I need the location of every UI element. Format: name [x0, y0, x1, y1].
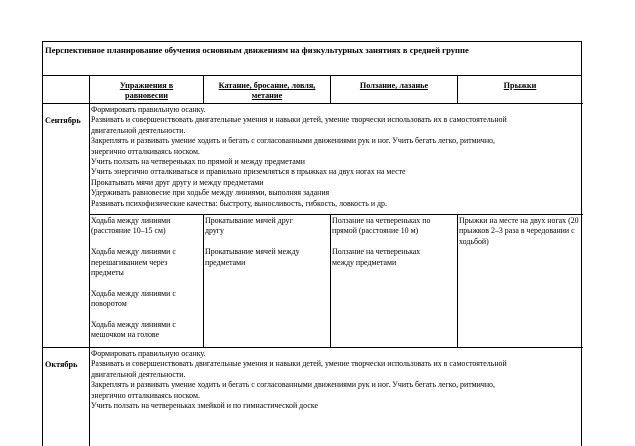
- september-throwing-cell: [205, 216, 329, 268]
- cell-line: Ходьба между линиями с: [91, 288, 176, 298]
- september-subrow-rule: [89, 214, 583, 215]
- cell-line: ходьбой): [459, 236, 489, 246]
- goal-line: Учить энергично отталкиваться и правильно приземляться в прыжках на двух ногах на месте: [91, 167, 406, 177]
- column-header-line: равновесии: [125, 91, 168, 100]
- page-title: Перспективное планирование обучения основным движениям на физкультурных занятиях в средней группе: [45, 45, 469, 55]
- cell-line: Прыжки на месте на двух ногах (20: [459, 216, 579, 225]
- cell-line: Прокатывание мячей между: [205, 247, 300, 257]
- goal-line: Учить ползать на четвереньках по прямой и между предметами: [91, 157, 305, 167]
- goal-line: Развивать психофизические качества: быстроту, выносливость, гибкость, ловкость и др.: [91, 198, 387, 208]
- goal-line: Формировать правильную осанку.: [91, 349, 206, 358]
- goal-line: энергично отталкиваясь носком.: [91, 146, 200, 156]
- column-header-jumping: [458, 81, 582, 91]
- september-top-rule: [43, 103, 583, 104]
- cell-line: перешагиванием через: [91, 257, 168, 267]
- cell-line: поворотом: [91, 299, 127, 309]
- column-header-line: Катание, бросание, ловля,: [218, 81, 316, 90]
- cell-line: Ползание на четвереньках: [332, 247, 421, 257]
- cell-line: Прокатывание мячей друг: [205, 216, 293, 225]
- goal-line: Прокатывать мячи друг другу и между предметами: [91, 177, 264, 187]
- cell-line: прямой (расстояние 10 м): [332, 226, 419, 236]
- cell-line: предметами: [205, 257, 246, 267]
- goal-line: Формировать правильную осанку.: [91, 105, 206, 114]
- column-header-line: метание: [251, 91, 283, 100]
- goal-line: Учить ползать на четвереньках змейкой и по гимнастической доске: [91, 401, 318, 411]
- goal-line: двигательной деятельности.: [91, 125, 186, 135]
- september-jumping-cell: [459, 216, 582, 247]
- september-goals: [91, 105, 507, 209]
- subrow-rule-1: [203, 214, 204, 348]
- cell-line: Ходьба между линиями: [91, 216, 171, 225]
- cell-line: мешочком на голове: [91, 330, 160, 340]
- goal-line: Закреплять и развивать умение ходить и бегать с согласованными движениями рук и ног. Учить бегать легко, ритмично,: [91, 136, 495, 146]
- column-header-line: Ползание, лазанье: [359, 81, 429, 90]
- planning-table: [42, 76, 582, 446]
- cell-line: Ходьба между линиями с: [91, 320, 176, 330]
- column-header-crawling: [331, 81, 457, 91]
- september-crawling-cell: [332, 216, 456, 268]
- cell-line: Ходьба между линиями с: [91, 247, 176, 257]
- goal-line: Удерживать равновесие при ходьбе между линиями, выполняя задания: [91, 188, 330, 198]
- cell-line: предметы: [91, 268, 124, 278]
- subrow-rule-3: [457, 214, 458, 348]
- subrow-rule-2: [330, 214, 331, 348]
- goal-line: Развивать и совершенствовать двигательные умения и навыки детей, умение творчески использовать их в самостоятельной: [91, 115, 507, 125]
- title-box: [42, 41, 582, 76]
- cell-line: Ползание на четвереньках по: [332, 216, 431, 225]
- goal-line: Закреплять и развивать умение ходить и бегать с согласованными движениями рук и ног. Учить бегать легко, ритмично,: [91, 380, 495, 390]
- goal-line: энергично отталкиваясь носком.: [91, 390, 200, 400]
- column-header-line: Прыжки: [503, 81, 537, 90]
- column-header-balance: [90, 81, 203, 101]
- september-balance-cell: [91, 216, 202, 341]
- cell-line: (расстояние 10–15 см): [91, 226, 166, 236]
- goal-line: Развивать и совершенствовать двигательные умения и навыки детей, умение творчески использовать их в самостоятельной: [91, 359, 507, 369]
- october-goals: [91, 349, 507, 411]
- cell-line: между предметами: [332, 257, 397, 267]
- october-top-rule: [43, 347, 583, 348]
- cell-line: прыжков 2–3 раза в чередовании с: [459, 226, 575, 236]
- month-column-rule: [89, 76, 90, 446]
- month-october: Октябрь: [45, 360, 78, 369]
- cell-line: другу: [205, 226, 224, 236]
- column-header-throwing: [204, 81, 330, 101]
- month-september: Сентябрь: [45, 116, 81, 125]
- column-header-line: Упражнения в: [119, 81, 174, 90]
- goal-line: двигательной деятельности.: [91, 369, 186, 379]
